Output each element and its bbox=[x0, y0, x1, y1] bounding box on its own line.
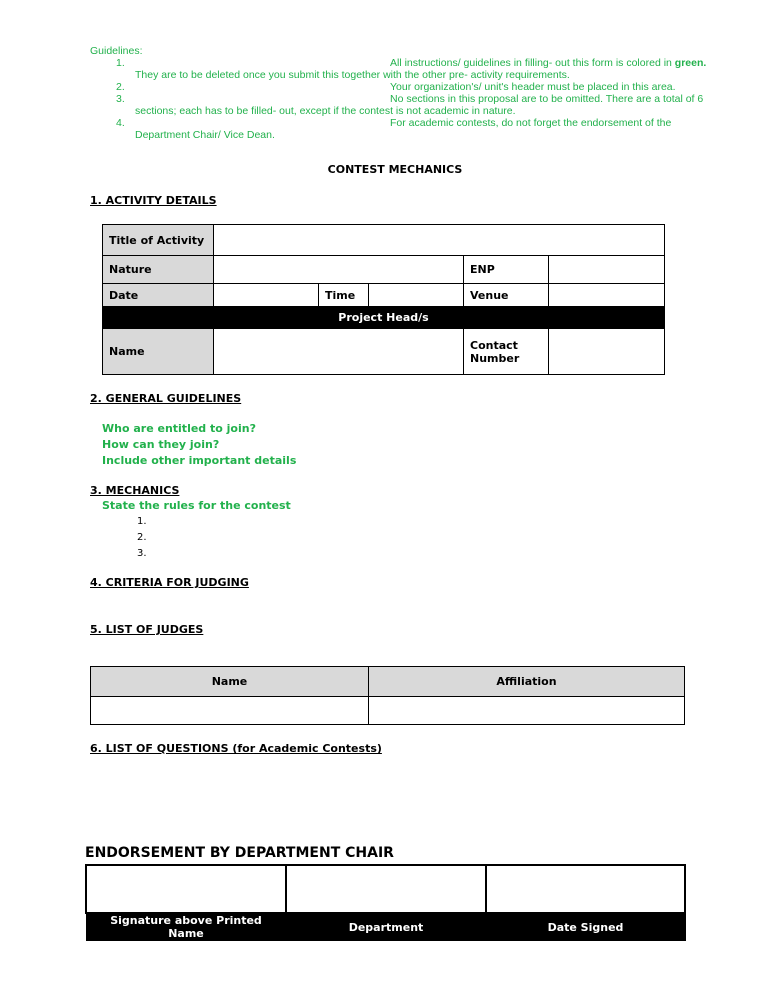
guideline-cont: They are to be deleted once you submit this together with the other pre- activity requirements. bbox=[135, 69, 570, 81]
endorsement-heading: ENDORSEMENT BY DEPARTMENT CHAIR bbox=[85, 845, 394, 861]
rule-item: 3. bbox=[137, 548, 147, 559]
activity-details-table bbox=[102, 224, 665, 375]
time-label: Time bbox=[319, 284, 369, 307]
judges-affiliation-header: Affiliation bbox=[369, 667, 685, 697]
guideline-text: All instructions/ guidelines in filling- out this form is colored in bbox=[390, 57, 675, 69]
project-heads-header: Project Head/s bbox=[103, 307, 665, 329]
guideline-cont: sections; each has to be filled- out, except if the contest is not academic in nature. bbox=[135, 105, 516, 117]
enp-label: ENP bbox=[464, 256, 549, 284]
contact-label-1: Contact bbox=[470, 338, 518, 352]
title-label: Title of Activity bbox=[103, 225, 214, 256]
contact-field[interactable] bbox=[549, 329, 665, 375]
guideline-cont: Department Chair/ Vice Dean. bbox=[135, 129, 275, 141]
rule-item: 1. bbox=[137, 516, 147, 527]
title-field[interactable] bbox=[214, 225, 665, 256]
guideline-bold: green. bbox=[674, 57, 707, 69]
section-5-heading: 5. LIST OF JUDGES bbox=[90, 623, 204, 636]
section-6-heading: 6. LIST OF QUESTIONS (for Academic Contests) bbox=[90, 742, 382, 755]
signature-label: Signature above Printed Name bbox=[86, 913, 286, 941]
rule-item: 2. bbox=[137, 532, 147, 543]
name-field[interactable] bbox=[214, 329, 464, 375]
section-2-heading: 2. GENERAL GUIDELINES bbox=[90, 392, 242, 405]
judges-table bbox=[90, 666, 685, 725]
judge-affiliation-field[interactable] bbox=[369, 697, 685, 725]
enp-field[interactable] bbox=[549, 256, 665, 284]
contact-label-2: Number bbox=[470, 351, 520, 365]
page-title: CONTEST MECHANICS bbox=[327, 163, 463, 176]
guideline-1 bbox=[390, 57, 706, 69]
guideline-num: 4. bbox=[116, 117, 125, 129]
judge-name-field[interactable] bbox=[91, 697, 369, 725]
guideline-2: Your organization's/ unit's header must be placed in this area. bbox=[390, 81, 676, 93]
guideline-line: Include other important details bbox=[102, 454, 297, 467]
judges-name-header: Name bbox=[91, 667, 369, 697]
department-label: Department bbox=[286, 913, 486, 941]
section-3-heading: 3. MECHANICS bbox=[90, 484, 180, 497]
venue-field[interactable] bbox=[549, 284, 665, 307]
section-4-heading: 4. CRITERIA FOR JUDGING bbox=[90, 576, 249, 589]
guideline-num: 1. bbox=[116, 57, 125, 69]
section-1-heading: 1. ACTIVITY DETAILS bbox=[90, 194, 217, 207]
contact-label bbox=[464, 329, 549, 375]
department-field[interactable] bbox=[286, 865, 486, 913]
signature-field[interactable] bbox=[86, 865, 286, 913]
date-label: Date bbox=[103, 284, 214, 307]
guideline-num: 3. bbox=[116, 93, 125, 105]
guideline-line: How can they join? bbox=[102, 438, 220, 451]
date-signed-field[interactable] bbox=[486, 865, 685, 913]
name-label: Name bbox=[103, 329, 214, 375]
time-field[interactable] bbox=[369, 284, 464, 307]
guidelines-heading: Guidelines: bbox=[90, 45, 143, 57]
date-signed-label: Date Signed bbox=[486, 913, 685, 941]
guideline-num: 2. bbox=[116, 81, 125, 93]
endorsement-table bbox=[85, 864, 686, 941]
date-field[interactable] bbox=[214, 284, 319, 307]
venue-label: Venue bbox=[464, 284, 549, 307]
nature-label: Nature bbox=[103, 256, 214, 284]
guideline-line: Who are entitled to join? bbox=[102, 422, 256, 435]
mechanics-sub: State the rules for the contest bbox=[102, 499, 291, 512]
guideline-4: For academic contests, do not forget the endorsement of the bbox=[390, 117, 672, 129]
nature-field[interactable] bbox=[214, 256, 464, 284]
guideline-3: No sections in this proposal are to be omitted. There are a total of 6 bbox=[390, 93, 704, 105]
